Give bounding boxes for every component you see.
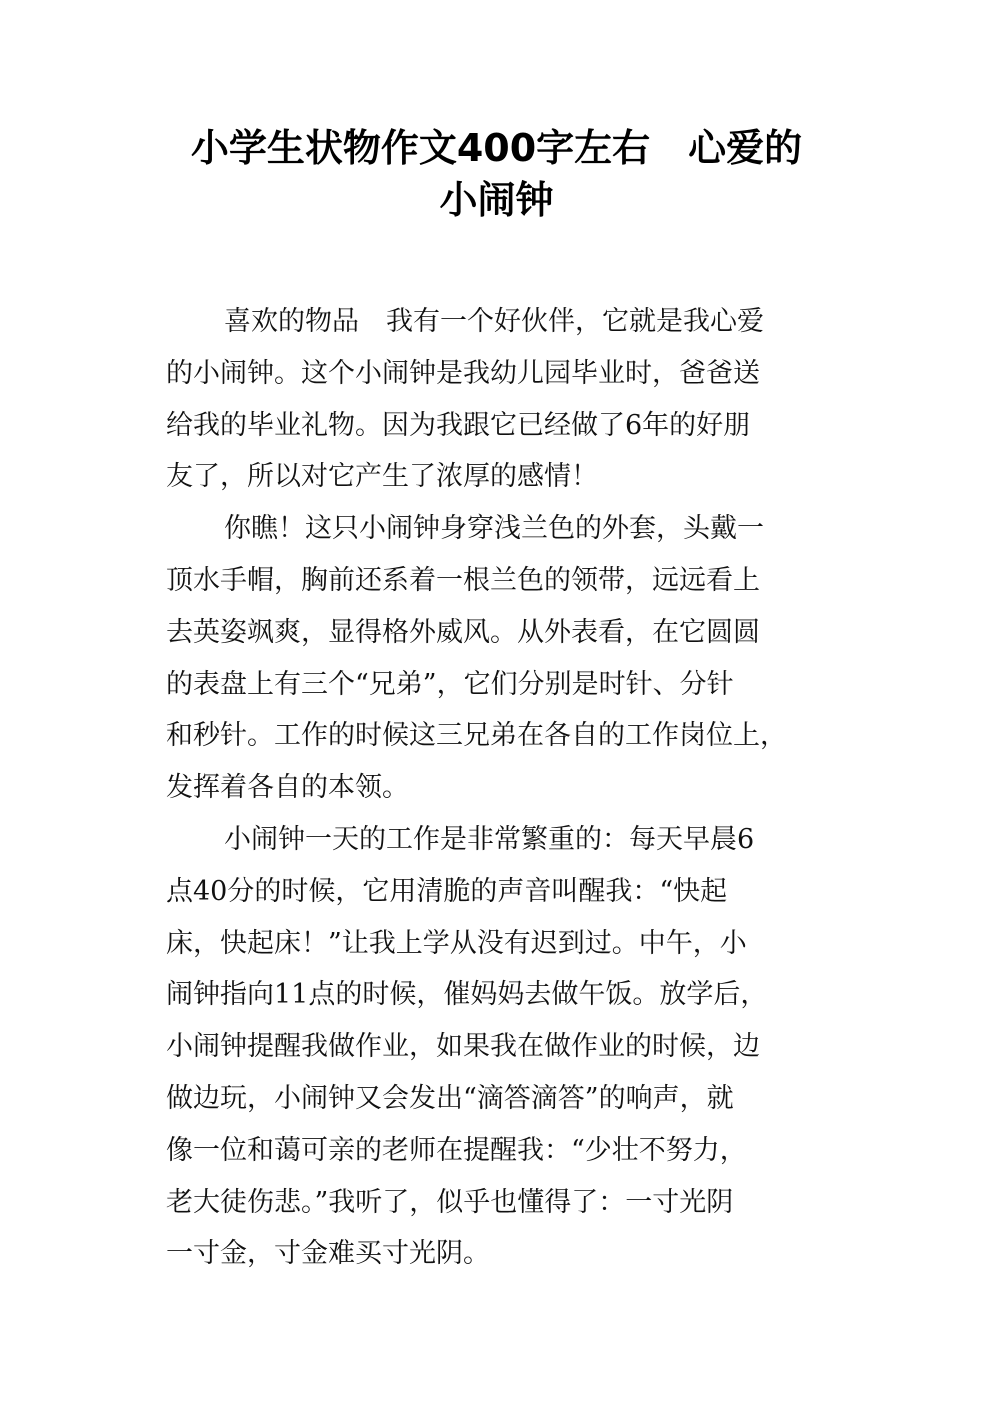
paragraph-line: 小闹钟一天的工作是非常繁重的：每天早晨6 [224,823,755,855]
paragraph-line: 友了，所以对它产生了浓厚的感情！ [166,461,598,493]
paragraph-line: 做边玩，小闹钟又会发出“滴答滴答”的响声，就 [166,1082,734,1114]
paragraph-line: 点40分的时候，它用清脆的声音叫醒我：“快起 [166,875,728,907]
paragraph-line: 闹钟指向11点的时候，催妈妈去做午饭。放学后， [166,979,768,1011]
paragraph-line: 的表盘上有三个“兄弟”，它们分别是时针、分针 [166,668,734,700]
paragraph-line: 像一位和蔼可亲的老师在提醒我：“少壮不努力， [166,1134,747,1166]
paragraph-line: 和秒针。工作的时候这三兄弟在各自的工作岗位上， [166,720,787,752]
paragraph-line: 给我的毕业礼物。因为我跟它已经做了6年的好朋 [166,409,751,441]
paragraph-line: 喜欢的物品 我有一个好伙伴，它就是我心爱 [224,306,764,337]
document-title-line-1: 小学生状物作文400字左右 心爱的 [190,126,803,170]
paragraph-line: 发挥着各自的本领。 [166,772,409,804]
document-body [166,296,846,1280]
paragraph-line: 小闹钟提醒我做作业，如果我在做作业的时候，边 [166,1031,760,1063]
paragraph-line: 床，快起床！”让我上学从没有迟到过。中午，小 [166,927,747,959]
paragraph-line: 一寸金，寸金难买寸光阴。 [166,1238,490,1270]
paragraph [166,503,846,814]
paragraph-line: 老大徒伤悲。”我听了，似乎也懂得了：一寸光阴 [166,1186,734,1218]
paragraph-line: 你瞧！这只小闹钟身穿浅兰色的外套，头戴一 [224,513,764,545]
paragraph [166,814,846,1280]
paragraph-line: 的小闹钟。这个小闹钟是我幼儿园毕业时，爸爸送 [166,357,760,389]
paragraph [166,296,846,503]
paragraph-line: 顶水手帽，胸前还系着一根兰色的领带，远远看上 [166,564,760,596]
document-title-line-2: 小闹钟 [439,178,554,222]
paragraph-line: 去英姿飒爽，显得格外威风。从外表看，在它圆圆 [166,616,760,648]
